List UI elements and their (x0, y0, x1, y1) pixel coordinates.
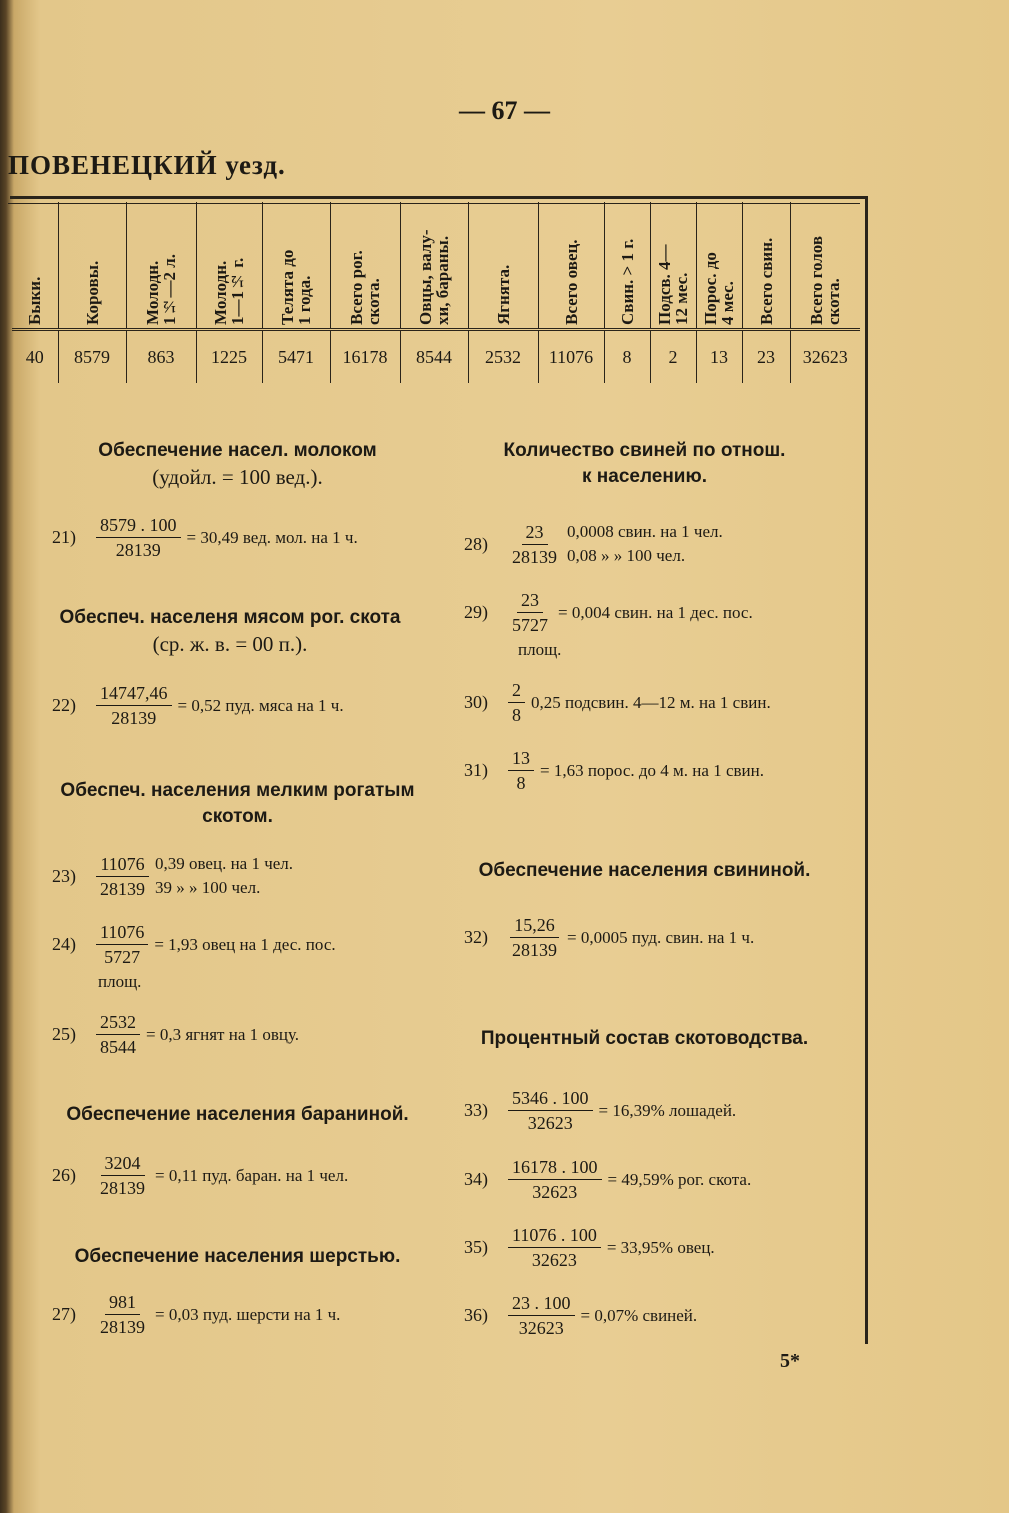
formula-24-continued: площ. (98, 972, 142, 991)
formula-29: 29) $\frac{23}{5727}$ = 0,004 свин. на 1 дес. пос. (464, 590, 753, 635)
section-heading-mutton: Обеспечение населения бараниной. (66, 1104, 409, 1125)
table-cell: 8579 (58, 330, 126, 384)
formula-22: 22) $\frac{14747,46}{28139}$ = 0,52 пуд. мяса на 1 ч. (52, 683, 344, 728)
table-cell: 2 (650, 330, 696, 384)
section-heading-wool: Обеспечение населения шерстью. (74, 1246, 401, 1267)
formula-27: 27) $\frac{981}{28139}$ = 0,03 пуд. шерсти на 1 ч. (52, 1292, 341, 1337)
page-number: — 67 — (459, 96, 550, 125)
table-cell: 1225 (196, 330, 262, 384)
col-header: Молодн. 1½—2 л. (126, 202, 196, 330)
col-header: Всего голов скота. (790, 202, 860, 330)
formula-24: 24) $\frac{11076}{5727}$ = 1,93 овец на 1 дес. пос. (52, 922, 336, 967)
col-header: Коровы. (58, 202, 126, 330)
table-cell: 5471 (262, 330, 330, 384)
table-cell: 16178 (330, 330, 400, 384)
formula-32: 32) $\frac{15,26}{28139}$ = 0,0005 пуд. свин. на 1 ч. (464, 915, 755, 960)
section-heading-pigs-ratio: Количество свиней по отнош. к населению. (503, 440, 786, 487)
formula-33: 33) $\frac{5346 . 100}{32623}$ = 16,39% лошадей. (464, 1088, 737, 1133)
col-header: Быки. (12, 202, 58, 330)
table-cell: 2532 (468, 330, 538, 384)
col-header: Молодн. 1—1½ г. (196, 202, 262, 330)
col-header: Телята до 1 года. (262, 202, 330, 330)
formula-30: 30) $\frac{2}{8}$ 0,25 подсвин. 4—12 м. на 1 свин. (464, 680, 771, 725)
table-cell: 23 (742, 330, 790, 384)
formula-36: 36) $\frac{23 . 100}{32623}$ = 0,07% свиней. (464, 1293, 698, 1338)
livestock-table (12, 202, 860, 383)
formula-21: 21) $\frac{8579 . 100}{28139}$ = 30,49 вед. мол. на 1 ч. (52, 515, 358, 560)
printer-signature: 5* (780, 1350, 800, 1372)
section-heading-small-cattle: Обеспеч. населения мелким рогатым скотом. (60, 780, 415, 827)
col-header: Ягнята. (468, 202, 538, 330)
formula-26: 26) $\frac{3204}{28139}$ = 0,11 пуд. баран. на 1 чел. (52, 1153, 349, 1198)
table-cell: 32623 (802, 346, 848, 367)
formula-29-continued: площ. (518, 640, 562, 659)
formula-28: 28) $\frac{23}{28139}$ 0,0008 свин. на 1 чел. 0,08 » » 100 чел. (464, 521, 723, 567)
formula-31: 31) $\frac{13}{8}$ = 1,63 порос. до 4 м. на 1 свин. (464, 748, 764, 793)
col-header: Подсв. 4— 12 мес. (650, 202, 696, 330)
table-cell: 8 (604, 330, 650, 384)
col-header: Всего рог. скота. (330, 202, 400, 330)
formula-34: 34) $\frac{16178 . 100}{32623}$ = 49,59% рог. скота. (464, 1157, 752, 1202)
col-header: Всего свин. (742, 202, 790, 330)
formula-23: 23) $\frac{11076}{28139}$ 0,39 овец. на 1 чел. 39 » » 100 чел. (52, 853, 294, 899)
table-cell: 40 (12, 330, 58, 384)
formula-25: 25) $\frac{2532}{8544}$ = 0,3 ягнят на 1 овцу. (52, 1012, 300, 1057)
table-cell: 13 (696, 330, 742, 384)
col-header: Всего овец. (538, 202, 604, 330)
table-cell: 11076 (538, 330, 604, 384)
formula-35: 35) $\frac{11076 . 100}{32623}$ = 33,95% овец. (464, 1225, 715, 1270)
section-heading-milk: Обеспечение насел. молоком (удойл. = 100 вед.). (98, 440, 377, 489)
table-cell: 863 (126, 330, 196, 384)
section-heading-percent: Процентный состав скотоводства. (480, 1028, 809, 1049)
col-header: Свин. > 1 г. (604, 202, 650, 330)
col-header: Порос. до 4 мес. (696, 202, 742, 330)
table-cell: 8544 (400, 330, 468, 384)
section-heading-pork: Обеспечение населения свининой. (478, 860, 811, 881)
col-header: Овцы, валу- хи, бараны. (400, 202, 468, 330)
section-heading-meat: Обеспеч. населеня мясом рог. скота (ср. ж. в. = 00 п.). (59, 607, 401, 656)
district-title: ПОВЕНЕЦКИЙ уезд. (8, 150, 286, 180)
